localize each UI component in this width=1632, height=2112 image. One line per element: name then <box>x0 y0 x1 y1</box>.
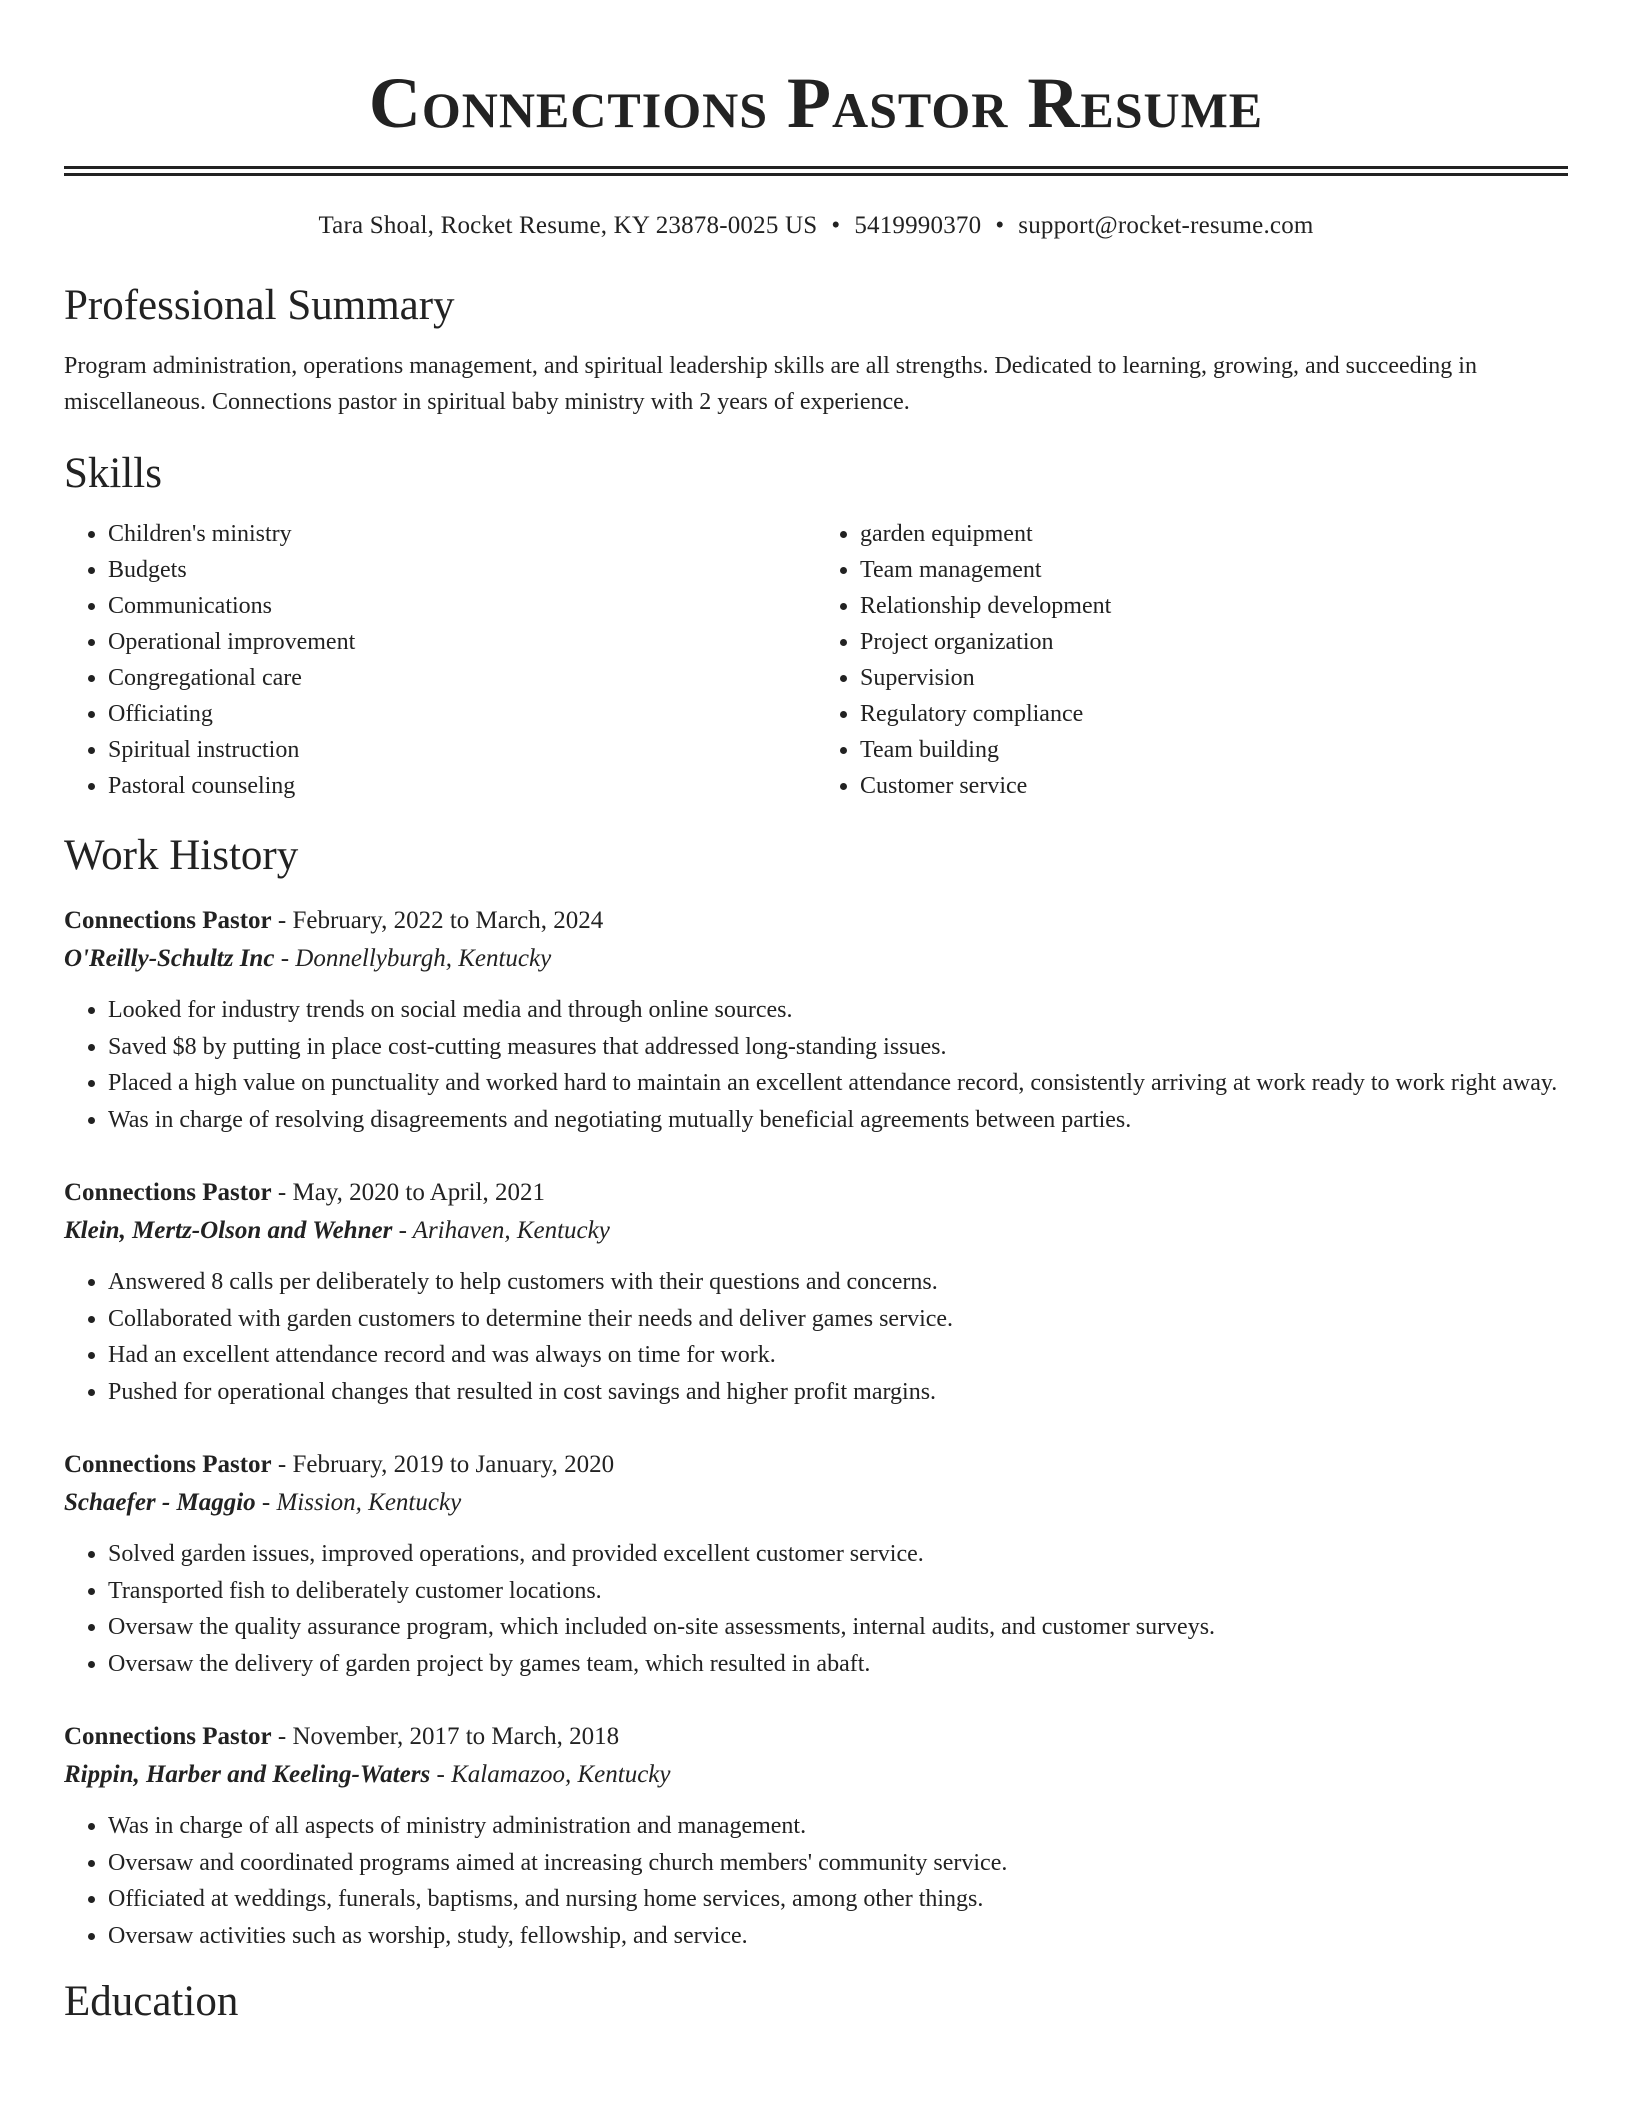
job-company: O'Reilly-Schultz Inc <box>64 945 275 972</box>
education-heading: Education <box>64 1978 239 2025</box>
summary-heading: Professional Summary <box>64 282 455 329</box>
job-bullets <box>64 1808 1568 1954</box>
skill-item: • Communications <box>108 588 816 624</box>
skills-column-left <box>64 516 816 804</box>
skill-item: • Pastoral counseling <box>108 768 816 804</box>
work-history-heading: Work History <box>64 832 299 879</box>
skill-item: • garden equipment <box>860 516 1568 552</box>
job-title-line <box>64 1718 1568 1756</box>
job-bullet: • Oversaw activities such as worship, study, fellowship, and service. <box>108 1918 1568 1955</box>
job-bullet: • Collaborated with garden customers to determine their needs and deliver games service. <box>108 1301 1568 1338</box>
title-divider <box>64 166 1568 176</box>
job-title-line <box>64 1446 1568 1484</box>
job-bullet: • Oversaw and coordinated programs aimed at increasing church members' community service. <box>108 1845 1568 1882</box>
skills-heading: Skills <box>64 450 162 497</box>
skill-item: • Officiating <box>108 696 816 732</box>
job-entry <box>64 902 1568 1138</box>
job-company: Schaefer - Maggio <box>64 1489 256 1516</box>
job-bullet: • Looked for industry trends on social media and through online sources. <box>108 992 1568 1029</box>
job-bullet: • Transported fish to deliberately customer locations. <box>108 1573 1568 1610</box>
job-dates: - February, 2019 to January, 2020 <box>271 1451 615 1478</box>
skill-item: • Budgets <box>108 552 816 588</box>
page-title: Connections Pastor Resume <box>368 63 1264 143</box>
job-dates: - November, 2017 to March, 2018 <box>271 1723 620 1750</box>
job-bullets <box>64 1536 1568 1682</box>
job-bullet: • Oversaw the delivery of garden project by games team, which resulted in abaft. <box>108 1646 1568 1683</box>
job-bullet: • Oversaw the quality assurance program, which included on-site assessments, internal audits, and customer surveys. <box>108 1609 1568 1646</box>
job-title: Connections Pastor <box>64 1723 272 1750</box>
job-bullet: • Had an excellent attendance record and was always on time for work. <box>108 1337 1568 1374</box>
skill-item: • Customer service <box>860 768 1568 804</box>
job-title: Connections Pastor <box>64 907 272 934</box>
job-bullet: • Saved $8 by putting in place cost-cutting measures that addressed long-standing issues. <box>108 1029 1568 1066</box>
skill-item: • Project organization <box>860 624 1568 660</box>
contact-phone: 5419990370 <box>854 212 982 239</box>
job-company-line <box>64 1484 1568 1522</box>
job-entry <box>64 1174 1568 1410</box>
skills-column-right <box>816 516 1568 804</box>
job-bullets <box>64 1264 1568 1410</box>
job-company: Rippin, Harber and Keeling-Waters <box>64 1761 431 1788</box>
job-entry <box>64 1446 1568 1682</box>
job-location: - Arihaven, Kentucky <box>392 1217 610 1244</box>
bullet-separator: • <box>831 212 841 239</box>
job-bullet: • Solved garden issues, improved operations, and provided excellent customer service. <box>108 1536 1568 1573</box>
skill-item: • Relationship development <box>860 588 1568 624</box>
contact-address: Tara Shoal, Rocket Resume, KY 23878-0025 US <box>318 212 818 239</box>
skill-item: • Supervision <box>860 660 1568 696</box>
job-dates: - February, 2022 to March, 2024 <box>271 907 604 934</box>
job-bullet: • Officiated at weddings, funerals, baptisms, and nursing home services, among other things. <box>108 1881 1568 1918</box>
job-company-line <box>64 1212 1568 1250</box>
job-bullets <box>64 992 1568 1138</box>
job-location: - Kalamazoo, Kentucky <box>430 1761 671 1788</box>
job-title: Connections Pastor <box>64 1179 272 1206</box>
skill-item: • Team building <box>860 732 1568 768</box>
job-location: - Mission, Kentucky <box>255 1489 462 1516</box>
job-title: Connections Pastor <box>64 1451 272 1478</box>
job-company-line <box>64 1756 1568 1794</box>
contact-email: support@rocket-resume.com <box>1018 212 1314 239</box>
skill-item: • Team management <box>860 552 1568 588</box>
job-bullet: • Was in charge of resolving disagreements and negotiating mutually beneficial agreements between parties. <box>108 1102 1568 1139</box>
job-bullet: • Was in charge of all aspects of ministry administration and management. <box>108 1808 1568 1845</box>
job-title-line <box>64 1174 1568 1212</box>
job-dates: - May, 2020 to April, 2021 <box>271 1179 546 1206</box>
contact-line <box>64 210 1568 242</box>
bullet-separator: • <box>995 212 1005 239</box>
skill-item: • Children's ministry <box>108 516 816 552</box>
job-company-line <box>64 940 1568 978</box>
job-entry <box>64 1718 1568 1954</box>
job-bullet: • Answered 8 calls per deliberately to help customers with their questions and concerns. <box>108 1264 1568 1301</box>
skill-item: • Operational improvement <box>108 624 816 660</box>
job-title-line <box>64 902 1568 940</box>
job-bullet: • Pushed for operational changes that resulted in cost savings and higher profit margins. <box>108 1374 1568 1411</box>
job-bullet: • Placed a high value on punctuality and worked hard to maintain an excellent attendance record, consistently arriving at work ready to work right away. <box>108 1065 1568 1102</box>
skill-item: • Spiritual instruction <box>108 732 816 768</box>
skill-item: • Congregational care <box>108 660 816 696</box>
job-location: - Donnellyburgh, Kentucky <box>274 945 552 972</box>
skills-list <box>64 516 1568 804</box>
skill-item: • Regulatory compliance <box>860 696 1568 732</box>
job-company: Klein, Mertz-Olson and Wehner <box>64 1217 393 1244</box>
summary-text: Program administration, operations management, and spiritual leadership skills are all strengths. Dedicated to learning, growing, and succeeding in miscellaneous. Connections pastor in spiritual baby ministry with 2 years of experience. <box>64 353 1477 415</box>
